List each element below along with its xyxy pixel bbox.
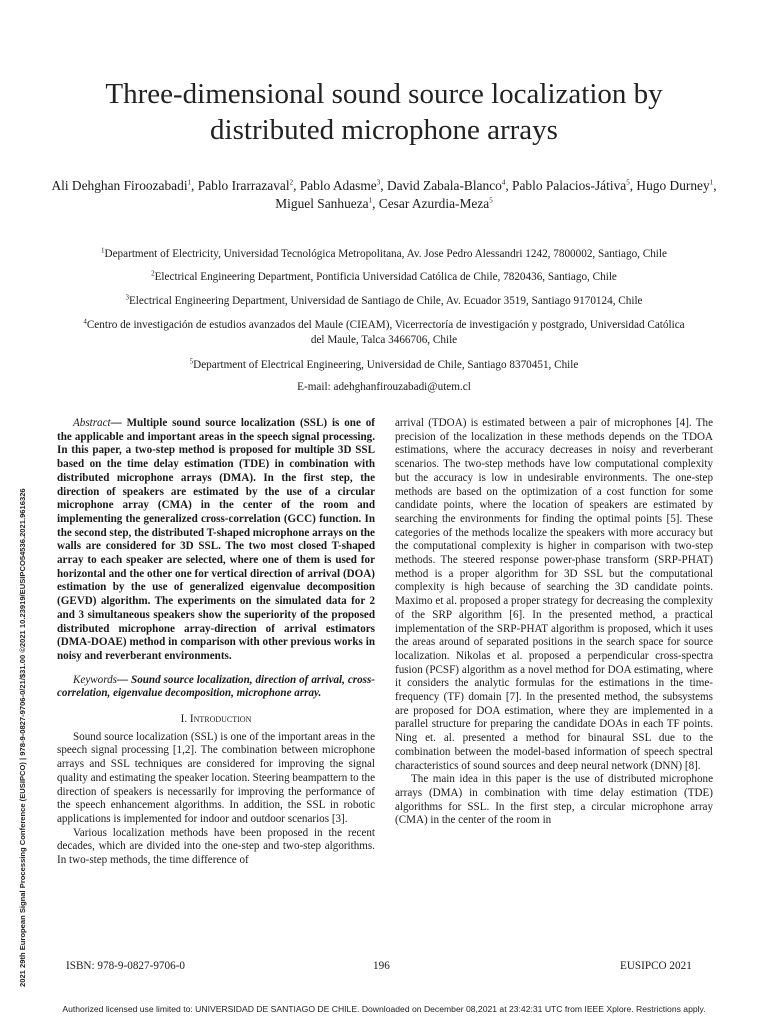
title-line-1: Three-dimensional sound source localization by <box>105 78 663 110</box>
author-list <box>40 177 728 213</box>
author-affiliation-mark: 1 <box>709 178 714 187</box>
section-title: Introduction <box>189 713 252 726</box>
affiliation-2 <box>40 270 728 285</box>
affiliation-mark: 3 <box>125 293 129 302</box>
author-affiliation-mark: 3 <box>376 178 381 187</box>
footer-isbn: ISBN: 978-9-0827-9706-0 <box>66 960 186 972</box>
abstract <box>57 417 375 664</box>
affiliation-mark: 2 <box>151 269 155 278</box>
affiliation-text: Centro de investigación de estudios avanzados del Maule (CIEAM), Vicerrectoría de investigación y postgrado, Universidad Católica del Maule, Talca 3466706, Chile <box>86 319 685 346</box>
affiliation-1 <box>40 247 728 262</box>
author-name: , Hugo Durney <box>629 178 710 193</box>
author-name: Ali Dehghan Firoozabadi <box>51 178 188 193</box>
keywords-label: Keywords <box>73 673 117 686</box>
right-column <box>395 417 713 828</box>
contact-email: E-mail: adehghanfirouzabadi@utem.cl <box>297 381 471 393</box>
author-name: , Pablo Palacios-Játiva <box>505 178 627 193</box>
affiliation-4 <box>78 318 690 348</box>
author-affiliation-mark: 4 <box>501 178 506 187</box>
author-name: , Miguel Sanhueza <box>275 178 717 211</box>
paper-title <box>40 76 728 148</box>
affiliation-text: Department of Electricity, Universidad Tecnológica Metropolitana, Av. Jose Pedro Alessandri 1242, 7800002, Santiago, Chile <box>104 248 667 260</box>
affiliation-3 <box>40 294 728 309</box>
affiliation-mark: 5 <box>189 357 194 366</box>
affiliation-text: Department of Electrical Engineering, Universidad de Chile, Santiago 8370451, Chile <box>193 359 579 371</box>
left-column <box>57 417 375 868</box>
author-affiliation-mark: 2 <box>289 178 294 187</box>
abstract-dash: — <box>110 417 127 429</box>
affiliation-text: Electrical Engineering Department, Pontificia Universidad Católica de Chile, 7820436, Santiago, Chile <box>154 271 617 283</box>
intro-paragraph-2: Various localization methods have been proposed in the recent decades, which are divided into the one-step and two-step algorithms. In two-step methods, the time difference of <box>57 826 375 867</box>
affiliation-5 <box>40 358 728 373</box>
sidebar-citation: 2021 29th European Signal Processing Conference (EUSIPCO) | 978-9-0827-9706-0/21/$31.00 ©2021 10.23919/EUSIPCO54536.2021.9616326 <box>18 488 27 987</box>
license-notice: Authorized licensed use limited to: UNIVERSIDAD DE SANTIAGO DE CHILE. Downloaded on December 08,2021 at 23:42:31 UTC from IEEE Xplore. Restrictions apply. <box>62 1004 706 1014</box>
author-affiliation-mark: 1 <box>187 178 192 187</box>
keywords-text: Sound source localization, direction of arrival, cross-correlation, eigenvalue decomposition, microphone array. <box>57 673 375 700</box>
author-name: , Cesar Azurdia-Meza <box>372 196 490 211</box>
affiliation-mark: 1 <box>100 246 105 255</box>
intro-paragraph-1: Sound source localization (SSL) is one of the important areas in the speech signal processing [1,2]. The combination between microphone arrays and SSL techniques are considered for improving the signal quality and estimating the speaker location. Steering beampattern to the direction of speakers is necessarily for improving the performance of the speech enhancement algorithms. In addition, the SSL in robotic applications is implemented for indoor and outdoor scenarios [3]. <box>57 730 375 825</box>
author-name: , Pablo Adasme <box>293 178 377 193</box>
keywords <box>57 674 375 701</box>
keywords-dash: — <box>116 673 132 686</box>
author-affiliation-mark: 5 <box>626 178 630 187</box>
author-name: , Pablo Irarrazaval <box>191 178 290 193</box>
abstract-text: Multiple sound source localization (SSL) is one of the applicable and important areas in the speech signal processing. In this paper, a two-step method is proposed for multiple 3D SSL based on the time delay estimation (TDE) in combination with distributed microphone arrays (DMA). In the first step, the direction of speakers are estimated by the use of a circular microphone array (CMA) in the center of the room and implementing the generalized cross-correlation (GCC) function. In the second step, the distributed T-shaped microphone arrays on the walls are considered for 3D SSL. The two most closed T-shaped array to each speaker are selected, where one of them is used for horizontal and the other one for vertical direction of arrival (DOA) estimation by the use of generalized eigenvalue decomposition (GEVD) algorithm. The experiments on the simulated data for 2 and 3 simultaneous speakers show the superiority of the proposed distributed microphone array-direction of arrival estimators (DMA-DOAE) method in comparison with other previous works in noisy and reverberant environments. <box>57 417 375 662</box>
author-name: , David Zabala-Blanco <box>380 178 502 193</box>
author-affiliation-mark: 1 <box>368 196 373 205</box>
section-number: I. <box>180 713 190 726</box>
footer-conference: EUSIPCO 2021 <box>620 960 692 972</box>
abstract-label: Abstract <box>73 417 111 429</box>
affiliation-mark: 4 <box>83 317 87 326</box>
title-line-2: distributed microphone arrays <box>210 114 558 146</box>
body-paragraph-1: arrival (TDOA) is estimated between a pair of microphones [4]. The precision of the localization in these methods depends on the TDOA estimations, where the accuracy decreases in noisy and reverberant scenarios. The two-step methods have low computational complexity but the accuracy is low in undesirable environments. The one-step methods are based on the optimization of a cost function for some candidate points, where the location of speakers are estimated by searching the environments for finding the optimal points [5]. These categories of the methods localize the speakers with more accuracy but the computational complexity is higher in comparison with two-step methods. The steered response power-phase transform (SRP-PHAT) method is a proper algorithm for 3D SSL but the computational complexity is high because of searching the 3D candidate points. Maximo et al. proposed a proper strategy for decreasing the complexity of the SRP algorithm [6]. In the presented method, a practical implementation of the SRP-PHAT algorithm is proposed, which it uses the areas around of separated positions in the search space for source localization. Nikolas et al. proposed a perpendicular cross-spectra fusion (PCSF) algorithm as a novel method for DOA estimating, where it considers the analytic formulas for the estimations in the time-frequency (TF) domain [7]. In the presented method, the subsystems are proposed for DOA estimation, where they are implemented in a parallel structure for preparing the candidate DOAs in each TF points. Ning et. al. presented a method for binaural SSL due to the combination between the model-based information of speech spectral characteristics of sound sources and deep neural network (DNN) [8]. <box>395 417 713 772</box>
body-paragraph-2: The main idea in this paper is the use of distributed microphone arrays (DMA) in combination with time delay estimation (TDE) algorithms for SSL. In the first step, a circular microphone array (CMA) in the center of the room in <box>395 773 713 827</box>
page-number: 196 <box>373 960 390 972</box>
affiliation-text: Electrical Engineering Department, Universidad de Santiago de Chile, Av. Ecuador 3519, Santiago 9170124, Chile <box>128 295 643 307</box>
section-heading-introduction <box>57 713 375 727</box>
author-affiliation-mark: 5 <box>489 196 493 205</box>
